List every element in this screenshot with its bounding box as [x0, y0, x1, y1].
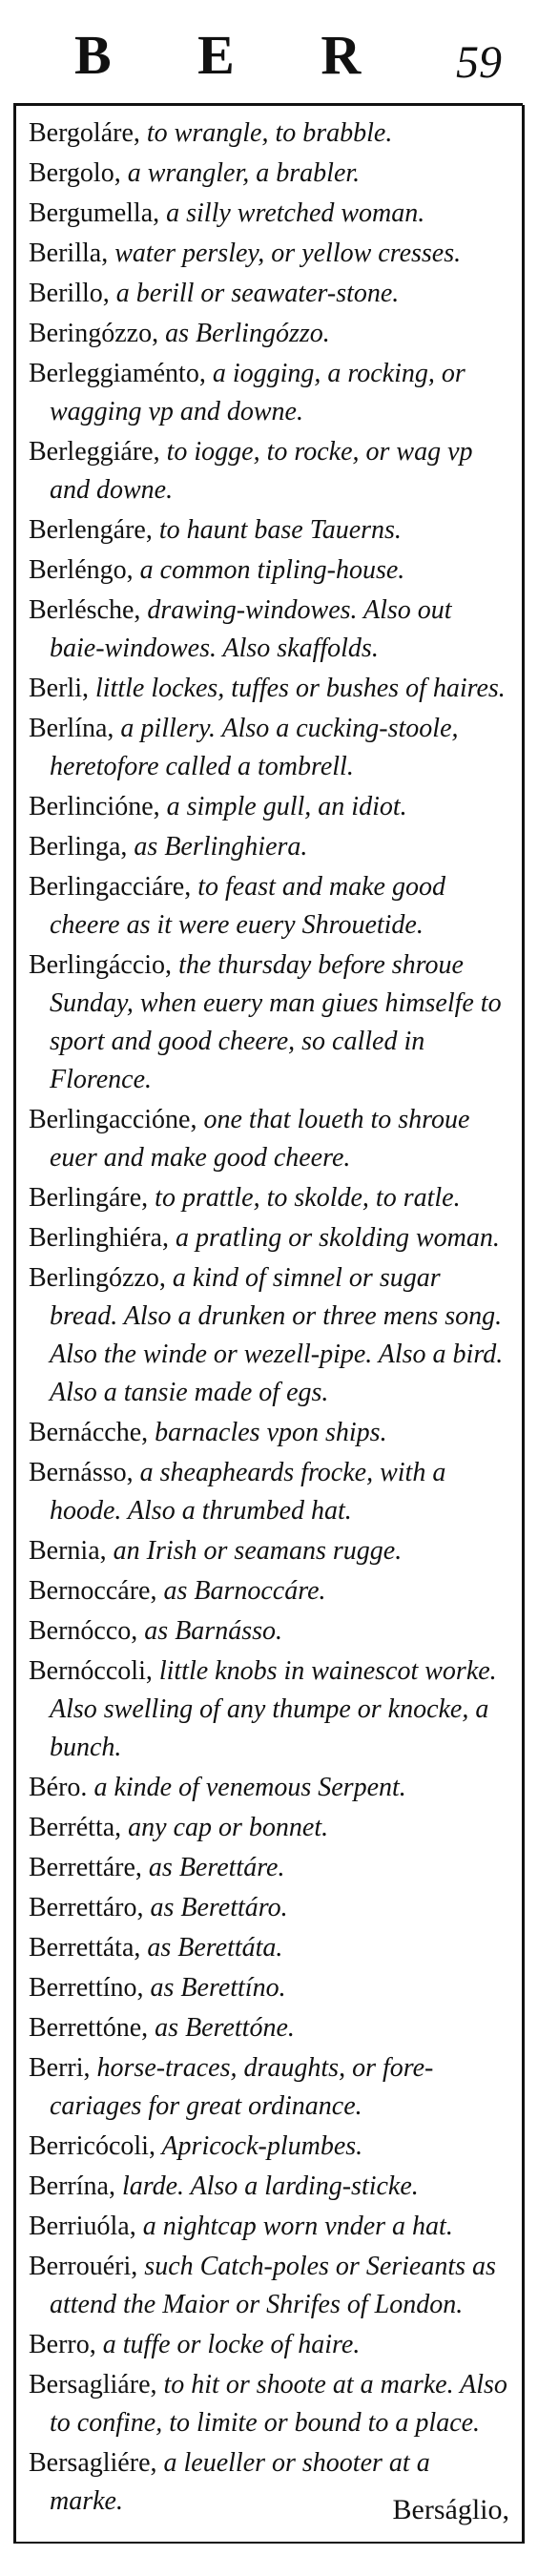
dictionary-entry — [29, 946, 509, 1099]
entry-headword: Berrettóne, — [29, 2013, 149, 2043]
entry-definition: as Berettáre. — [141, 1853, 285, 1882]
dictionary-entry — [29, 1454, 509, 1530]
entry-headword: Berlingáre, — [29, 1183, 149, 1213]
entry-headword: Bernia, — [29, 1536, 107, 1566]
entry-headword: Berleggiáre, — [29, 437, 160, 467]
entry-definition: water persley, or yellow cresses. — [108, 239, 462, 268]
entry-definition: horse-traces, draughts, or fore-cariages for great ordinance. — [50, 2053, 434, 2121]
entry-definition: as Berettóne. — [148, 2013, 295, 2043]
entry-definition: a leueller or shooter at a marke. — [50, 2448, 430, 2516]
entry-definition: as Barnásso. — [137, 1616, 282, 1646]
entry-headword: Berrína, — [29, 2171, 115, 2201]
entry-headword: Berléngo, — [29, 555, 134, 585]
entry-headword: Berro, — [29, 2330, 96, 2359]
entry-definition: as Berlingózzo. — [158, 319, 330, 348]
entry-definition: a kinde of venemous Serpent. — [87, 1773, 406, 1802]
entry-headword: Bersagliére, — [29, 2448, 157, 2478]
dictionary-entry — [29, 1414, 509, 1452]
entry-definition: to hit or shoote at a marke. Also to confine, to limite or bound to a place. — [50, 2370, 507, 2438]
entry-definition: a tuffe or locke of haire. — [95, 2330, 361, 2359]
entry-headword: Berricócoli, — [29, 2131, 155, 2161]
dictionary-entry — [29, 114, 509, 153]
entry-definition: little lockes, tuffes or bushes of haires. — [89, 674, 506, 703]
dictionary-entry — [29, 1612, 509, 1651]
dictionary-entry — [29, 828, 509, 866]
entry-headword: Berrettíno, — [29, 1973, 144, 2003]
dictionary-entry — [29, 2049, 509, 2126]
entry-definition: little knobs in wainescot worke. Also swelling of any thumpe or knocke, a bunch. — [50, 1656, 497, 1762]
dictionary-entry — [29, 315, 509, 353]
dictionary-entry — [29, 1572, 509, 1610]
dictionary-entry — [29, 1101, 509, 1177]
entry-definition: a common tipling-house. — [133, 555, 405, 585]
entry-headword: Berri, — [29, 2053, 91, 2083]
entry-definition: to feast and make good cheere as it were euery Shrouetide. — [50, 872, 445, 940]
dictionary-entry — [29, 1809, 509, 1847]
entry-definition: as Berettíno. — [143, 1973, 286, 2003]
dictionary-entry — [29, 275, 509, 313]
dictionary-entry — [29, 551, 509, 590]
entry-definition: to haunt base Tauerns. — [152, 515, 402, 545]
dictionary-entry — [29, 1259, 509, 1412]
entry-definition: a kind of simnel or sugar bread. Also a drunken or three mens song. Also the winde or wezell-pipe. Also a bird. Also a tansie made of egs. — [50, 1263, 504, 1407]
entry-headword: Berrétta, — [29, 1813, 122, 1842]
entry-definition: a silly wretched woman. — [159, 198, 425, 228]
entry-headword: Berlincióne, — [29, 792, 160, 821]
entry-definition: such Catch-poles or Serieants as attend the Maior or Shrifes of London. — [50, 2252, 496, 2319]
entry-definition: larde. Also a larding-sticke. — [114, 2171, 419, 2201]
dictionary-entry — [29, 1929, 509, 1967]
dictionary-entry — [29, 1889, 509, 1927]
entry-headword: Berilla, — [29, 239, 109, 268]
entry-definition: as Barnoccáre. — [156, 1576, 326, 1606]
entry-headword: Berlinga, — [29, 832, 128, 862]
catchword: Berságlio, — [392, 2494, 509, 2525]
entry-definition: as Berlinghiera. — [127, 832, 308, 862]
entry-headword: Beringózzo, — [29, 319, 159, 348]
entry-definition: to wrangle, to brabble. — [139, 118, 393, 148]
running-head: B E R — [74, 24, 398, 86]
dictionary-entry — [29, 1532, 509, 1570]
dictionary-entry — [29, 670, 509, 708]
entry-headword: Bernócco, — [29, 1616, 138, 1646]
entry-headword: Berlingáccio, — [29, 950, 173, 980]
dictionary-entry — [29, 2009, 509, 2047]
bottom-rule — [13, 2542, 525, 2544]
entry-headword: Bersagliáre, — [29, 2370, 157, 2399]
dictionary-entry — [29, 1652, 509, 1767]
entry-headword: Bernoccáre, — [29, 1576, 157, 1606]
entry-headword: Berrettáta, — [29, 1933, 141, 1963]
entry-definition: a pratling or skolding woman. — [168, 1223, 500, 1253]
entry-definition: any cap or bonnet. — [121, 1813, 329, 1842]
entry-headword: Bernóccoli, — [29, 1656, 153, 1686]
entry-headword: Berlinghiéra, — [29, 1223, 169, 1253]
entry-headword: Berillo, — [29, 279, 110, 308]
dictionary-entry — [29, 2168, 509, 2206]
dictionary-entry — [29, 1769, 509, 1807]
entry-headword: Berlésche, — [29, 595, 141, 625]
dictionary-entry — [29, 2128, 509, 2166]
dictionary-entry — [29, 1969, 509, 2007]
entry-definition: to prattle, to skolde, to ratle. — [148, 1183, 461, 1213]
dictionary-entry — [29, 195, 509, 233]
entry-headword: Berlingaccióne, — [29, 1105, 197, 1134]
entry-definition: one that loueth to shroue euer and make good cheere. — [50, 1105, 470, 1173]
dictionary-entry — [29, 433, 509, 509]
entry-headword: Bergoláre, — [29, 118, 140, 148]
entry-definition: drawing-windowes. Also out baie-windowes. Also skaffolds. — [50, 595, 452, 663]
dictionary-entry — [29, 592, 509, 668]
entry-headword: Bergumella, — [29, 198, 160, 228]
entry-headword: Bergolo, — [29, 158, 121, 188]
dictionary-column — [29, 114, 509, 2523]
dictionary-entry — [29, 1219, 509, 1257]
entry-headword: Berli, — [29, 674, 89, 703]
entry-definition: a wrangler, a brabler. — [120, 158, 361, 188]
dictionary-entry — [29, 2366, 509, 2442]
entry-definition: as Berettáta. — [140, 1933, 283, 1963]
dictionary-entry — [29, 868, 509, 945]
entry-headword: Berrouéri, — [29, 2252, 138, 2281]
entry-definition: to iogge, to rocke, or wag vp and downe. — [50, 437, 473, 505]
entry-definition: a pillery. Also a cucking-stoole, heretofore called a tombrell. — [50, 714, 459, 781]
entry-definition: a berill or seawater-stone. — [109, 279, 400, 308]
dictionary-entry — [29, 2248, 509, 2324]
dictionary-entry — [29, 710, 509, 786]
entry-definition: a sheapheards frocke, with a hoode. Also a thrumbed hat. — [50, 1458, 446, 1526]
entry-headword: Berleggiaménto, — [29, 359, 206, 388]
dictionary-entry — [29, 155, 509, 193]
entry-headword: Béro. — [29, 1773, 88, 1802]
dictionary-entry — [29, 2326, 509, 2364]
entry-definition: a simple gull, an idiot. — [159, 792, 407, 821]
dictionary-entry — [29, 511, 509, 550]
dictionary-entry — [29, 2208, 509, 2246]
entry-headword: Berrettáro, — [29, 1893, 144, 1922]
entry-headword: Berlína, — [29, 714, 114, 743]
entry-definition: Apricock-plumbes. — [155, 2131, 363, 2161]
entry-definition: the thursday before shroue Sunday, when euery man giues himselfe to sport and good cheere, so called in Florence. — [50, 950, 502, 1094]
entry-headword: Berlingózzo, — [29, 1263, 166, 1293]
page-number: 59 — [456, 37, 502, 88]
entry-headword: Bernácche, — [29, 1418, 149, 1447]
page-header — [0, 0, 538, 113]
dictionary-entry — [29, 1849, 509, 1887]
entry-definition: a nightcap worn vnder a hat. — [135, 2212, 453, 2241]
entry-headword: Bernásso, — [29, 1458, 134, 1487]
entry-definition: a iogging, a rocking, or wagging vp and downe. — [50, 359, 466, 426]
entry-headword: Berrettáre, — [29, 1853, 142, 1882]
entry-definition: an Irish or seamans rugge. — [106, 1536, 403, 1566]
entry-definition: barnacles vpon ships. — [148, 1418, 387, 1447]
entry-headword: Berlengáre, — [29, 515, 153, 545]
dictionary-entry — [29, 788, 509, 826]
dictionary-entry — [29, 355, 509, 431]
entry-headword: Berriuóla, — [29, 2212, 136, 2241]
entry-definition: as Berettáro. — [143, 1893, 288, 1922]
dictionary-entry — [29, 1179, 509, 1217]
entry-headword: Berlingacciáre, — [29, 872, 192, 902]
dictionary-entry — [29, 235, 509, 273]
